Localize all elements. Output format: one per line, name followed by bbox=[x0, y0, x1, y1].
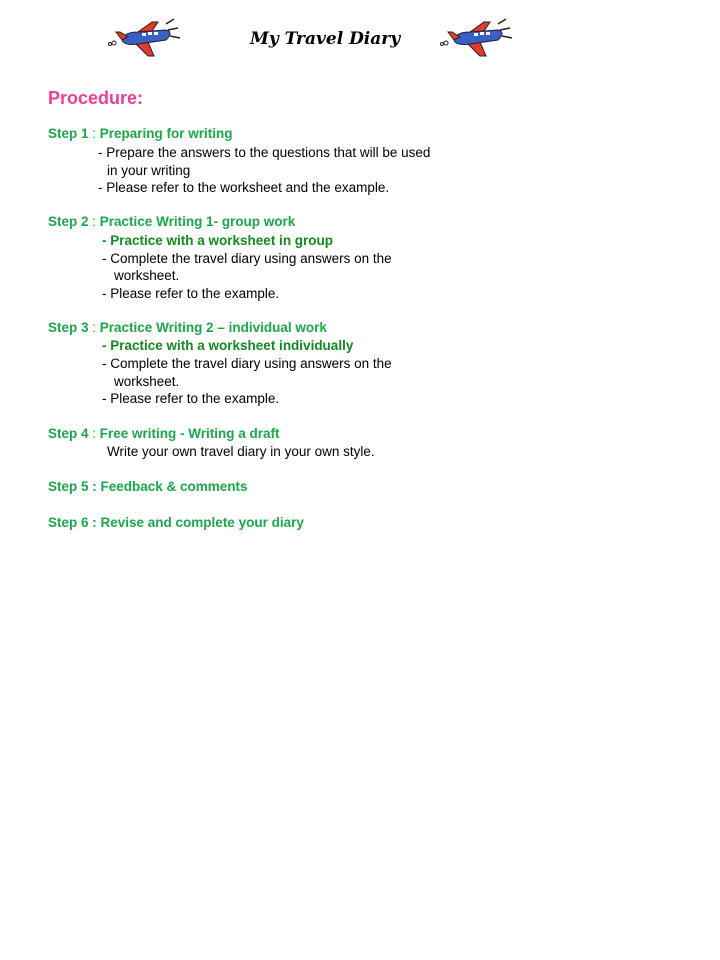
step-label: Step 6 bbox=[48, 515, 89, 530]
step-2-line: - Complete the travel diary using answers on the bbox=[102, 251, 392, 266]
step-3-line: worksheet. bbox=[114, 374, 180, 389]
step-label: Step 4 bbox=[48, 426, 89, 441]
page-title: My Travel Diary bbox=[250, 29, 401, 49]
step-title: Free writing - Writing a draft bbox=[99, 426, 280, 441]
airplane-icon bbox=[108, 18, 184, 62]
step-6-heading: Step 6 : Revise and complete your diary bbox=[48, 515, 304, 530]
step-5-heading: Step 5 : Feedback & comments bbox=[48, 479, 248, 494]
step-1-heading: Step 1 : Preparing for writing bbox=[48, 126, 233, 141]
step-title: Feedback & comments bbox=[100, 479, 248, 494]
procedure-heading: Procedure: bbox=[48, 88, 144, 108]
step-3-line: - Complete the travel diary using answers on the bbox=[102, 356, 392, 371]
step-title: Practice Writing 1- group work bbox=[99, 214, 296, 229]
step-label: Step 5 bbox=[48, 479, 89, 494]
step-label: Step 1 bbox=[48, 126, 89, 141]
step-label: Step 2 bbox=[48, 214, 89, 229]
airplane-icon bbox=[440, 18, 516, 62]
step-4-heading: Step 4 : Free writing - Writing a draft bbox=[48, 426, 280, 441]
step-2-line: worksheet. bbox=[114, 268, 180, 283]
step-2-heading: Step 2 : Practice Writing 1- group work bbox=[48, 214, 296, 229]
step-3-heading: Step 3 : Practice Writing 2 – individual work bbox=[48, 320, 327, 335]
step-title: Preparing for writing bbox=[99, 126, 233, 141]
step-2-subheading: - Practice with a worksheet in group bbox=[102, 233, 334, 248]
step-4-line: Write your own travel diary in your own style. bbox=[107, 444, 375, 459]
step-label: Step 3 bbox=[48, 320, 89, 335]
step-title: Revise and complete your diary bbox=[100, 515, 304, 530]
step-2-line: - Please refer to the example. bbox=[102, 286, 280, 301]
step-1-line: - Please refer to the worksheet and the example. bbox=[98, 180, 390, 195]
step-1-line: - Prepare the answers to the questions that will be used bbox=[98, 145, 431, 160]
step-3-subheading: - Practice with a worksheet individually bbox=[102, 338, 354, 353]
step-title: Practice Writing 2 – individual work bbox=[99, 320, 327, 335]
step-1-line: in your writing bbox=[107, 163, 191, 178]
step-3-line: - Please refer to the example. bbox=[102, 391, 280, 406]
page-header bbox=[0, 18, 720, 62]
